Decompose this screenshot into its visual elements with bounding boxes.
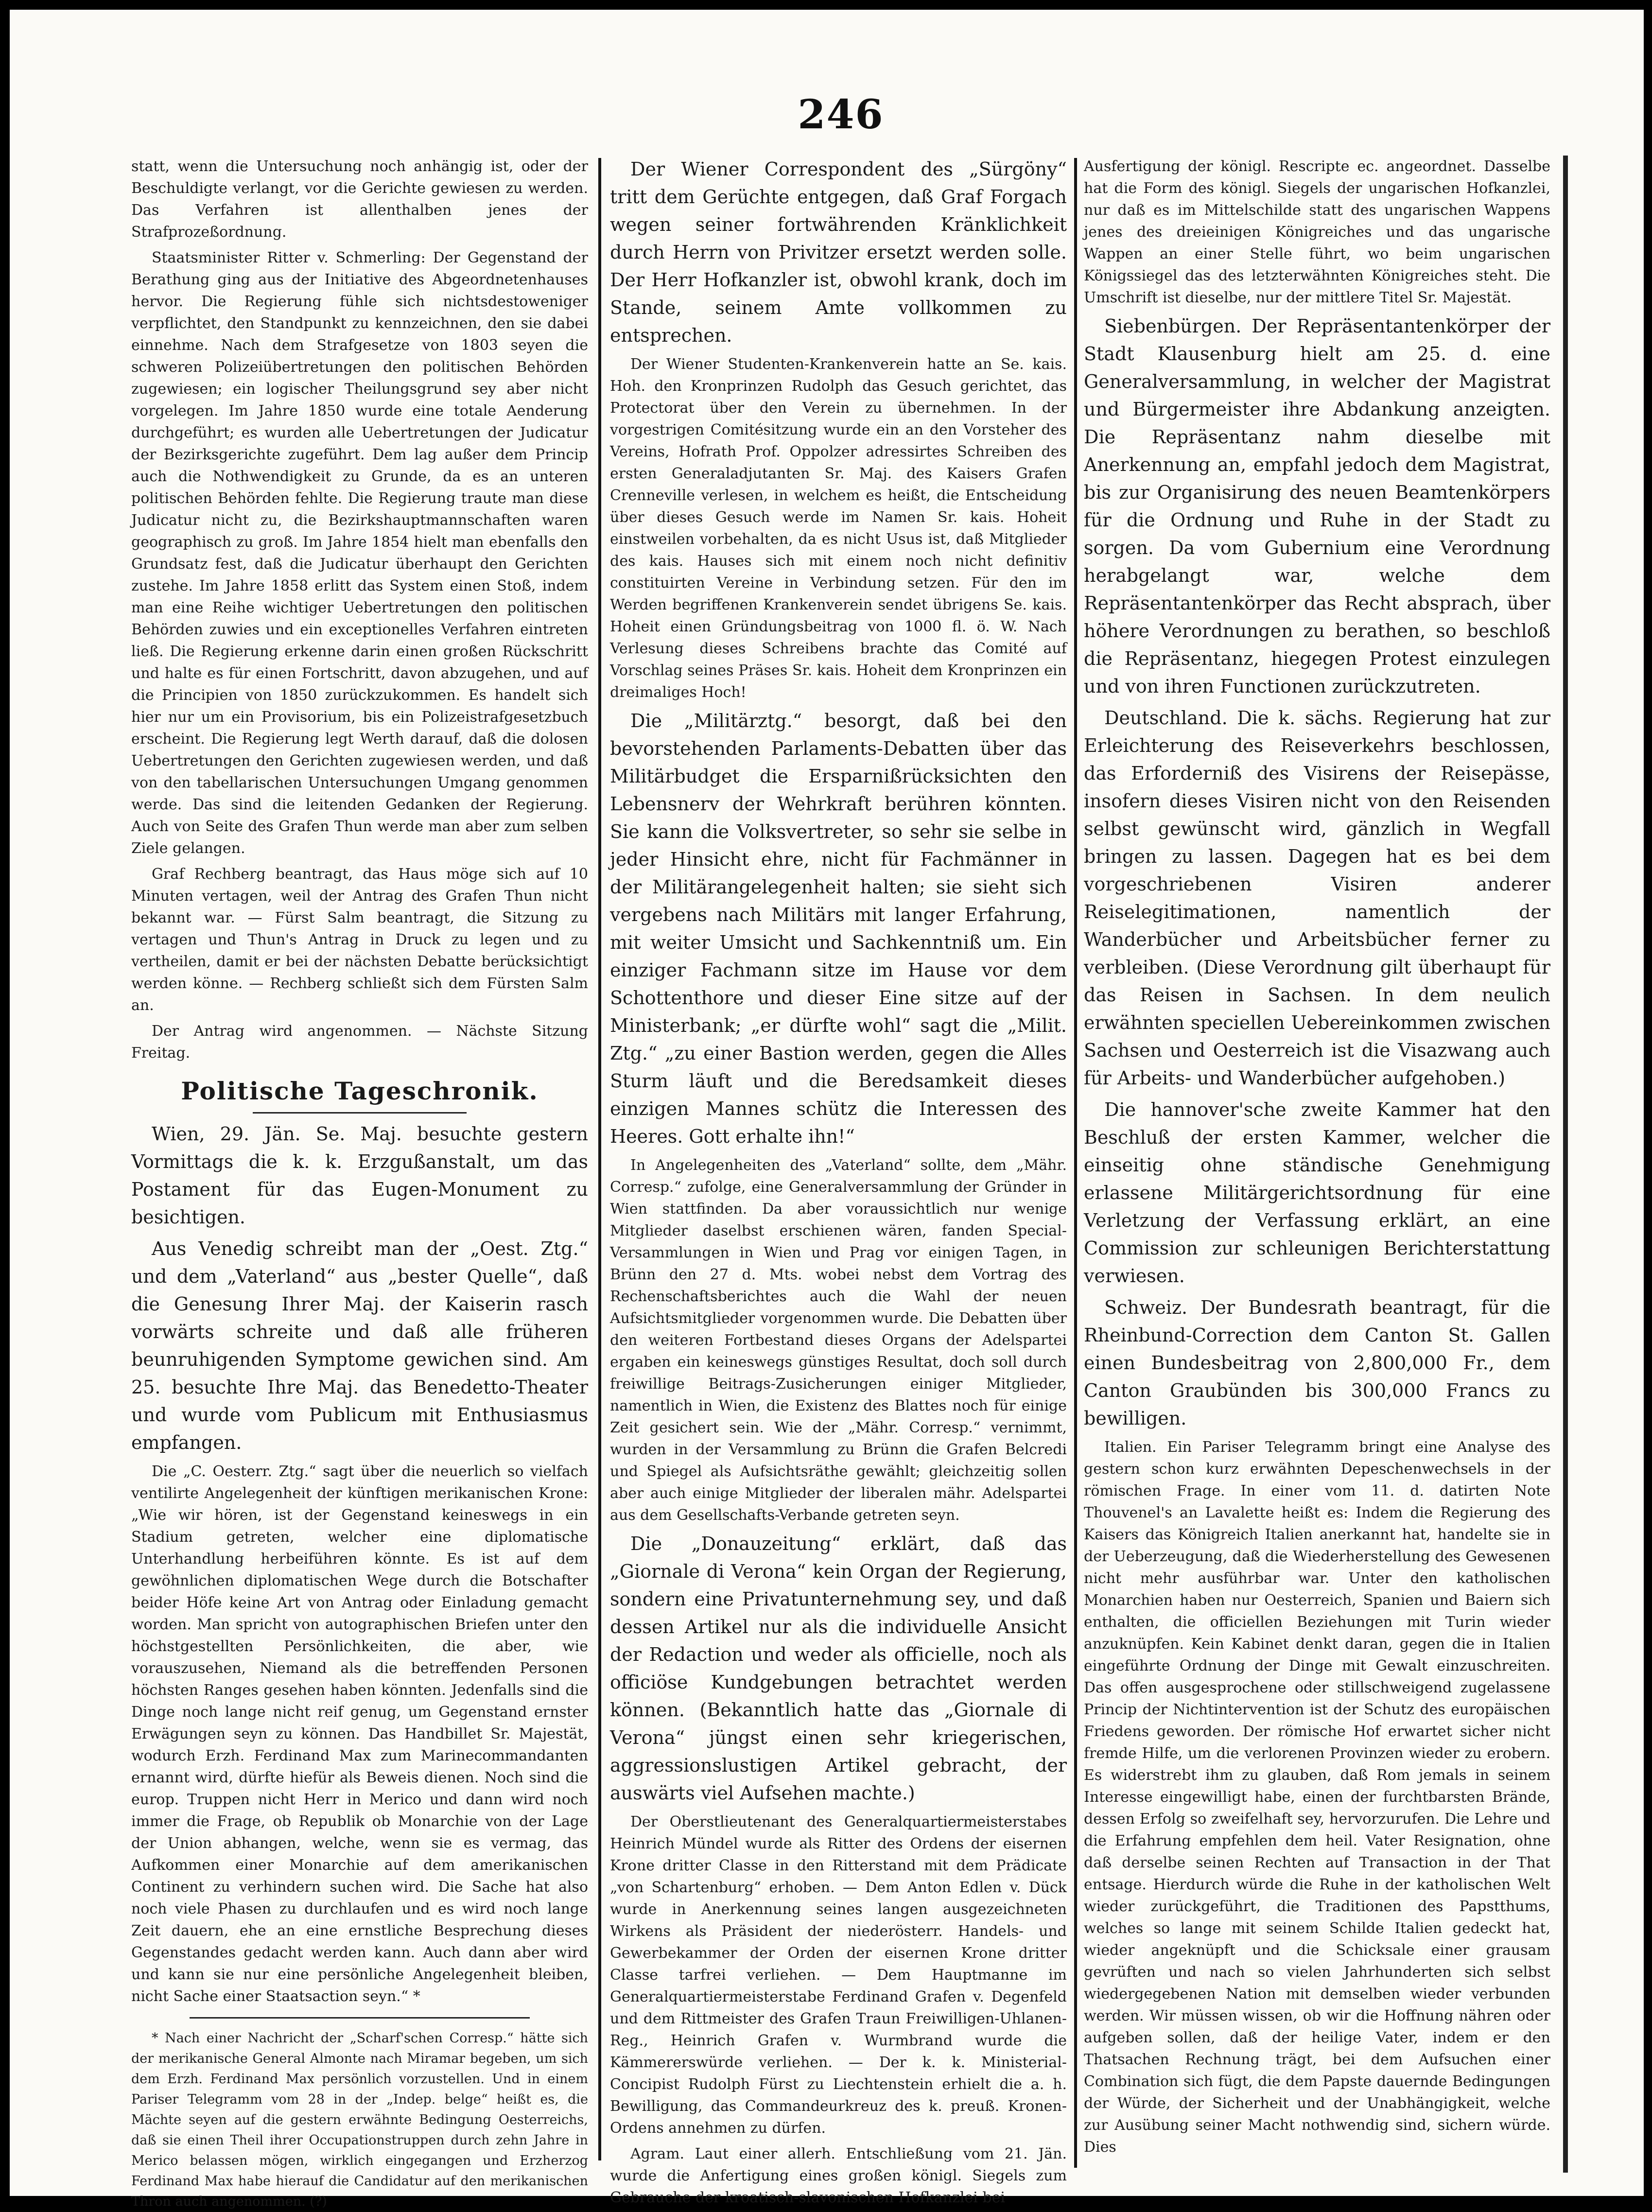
column-divider xyxy=(1074,158,1077,2168)
column-left xyxy=(131,156,588,2209)
paragraph: Die hannover'sche zweite Kammer hat den Beschluß der ersten Kammer, welcher die einseitig ohne ständische Genehmigung erlassene Militärgerichtsordnung für eine Verletzung der Verfassung erklärt, an eine Commission zur schleunigen Berichterstattung verwiesen. xyxy=(1084,1099,1550,1287)
paragraph: Schweiz. Der Bundesrath beantragt, für die Rheinbund-Correction dem Canton St. Gallen einen Bundesbeitrag von 2,800,000 Fr., dem Canton Graubünden bis 300,000 Francs zu bewilligen. xyxy=(1084,1297,1550,1429)
paragraph: Deutschland. Die k. sächs. Regierung hat zur Erleichterung des Reiseverkehrs beschlossen, das Erforderniß des Visirens der Reisepässe, insofern dieses Visiren nicht von den Reisenden selbst gewünscht wird, gänzlich in Wegfall bringen zu lassen. Dagegen hat es bei dem vorgeschriebenen Visiren anderer Reiselegitimationen, namentlich der Wanderbücher und Arbeitsbücher ferner zu verbleiben. (Diese Verordnung gilt überhaupt für das Reisen in Sachsen. In dem neulich erwähnten speciellen Uebereinkommen zwischen Sachsen und Oesterreich ist die Visazwang auch für Arbeits- und Wanderbücher aufgehoben.) xyxy=(1084,707,1550,1089)
column-middle xyxy=(610,156,1067,2206)
page-number: 246 xyxy=(798,91,884,138)
section-heading: Politische Tageschronik. xyxy=(181,1077,539,1105)
paragraph: Der Antrag wird angenommen. — Nächste Sitzung Freitag. xyxy=(131,1023,588,1062)
paragraph: Der Oberstlieutenant des Generalquartiermeisterstabes Heinrich Mündel wurde als Ritter des Ordens der eisernen Krone dritter Classe in den Ritterstand mit dem Prädicate „von Schartenburg“ erhoben. — Dem Anton Edlen v. Dück wurde in Anerkennung seines langen ausgezeichneten Wirkens als Präsident der niederösterr. Handels- und Gewerbekammer der Orden der eisernen Krone dritter Classe tarfrei verliehen. — Dem Hauptmanne im Generalquartiermeisterstabe Ferdinand Grafen v. Degenfeld und dem Rittmeister des Grafen Traun Freiwilligen-Uhlanen-Reg., Heinrich Grafen v. Wurmbrand wurde die Kämmererswürde verliehen. — Der k. k. Ministerial-Concipist Rudolph Fürst zu Liechtenstein erhielt die a. h. Bewilligung, das Commandeurkreuz des k. preuß. Kronen-Ordens annehmen zu dürfen. xyxy=(610,1813,1067,2137)
newspaper-page xyxy=(10,10,1644,2209)
paragraph: Staatsminister Ritter v. Schmerling: Der Gegenstand der Berathung ging aus der Initiative des Abgeordnetenhauses hervor. Die Regierung fühle sich nichtsdestoweniger verpflichtet, den Standpunkt zu kennzeichnen, den sie dabei einnehme. Nach dem Strafgesetze von 1803 seyen die schweren Polizeiübertretungen den politischen Behörden zugewiesen; ein logischer Theilungsgrund sey aber nicht vorgelegen. Im Jahre 1850 wurde eine totale Aenderung durchgeführt; es wurden alle Uebertretungen der Judicatur der Bezirksgerichte zugeführt. Dem lag außer dem Princip auch die Nothwendigkeit zu Grunde, da es an unteren politischen Behörden fehlte. Die Regierung traute man diese Judicatur nicht zu, die Bezirkshauptmannschaften waren geographisch zu groß. Im Jahre 1854 hielt man ebenfalls den Grundsatz fest, daß die Judicatur überhaupt den Gerichten zustehe. Im Jahre 1858 erlitt das System einen Stoß, indem man eine Reihe wichtiger Uebertretungen den politischen Behörden zuwies und ein exceptionelles Verfahren eintreten ließ. Die Regierung erkenne darin einen großen Rückschritt und halte es für einen Fortschritt, davon abzugehen, und auf die Principien von 1850 zurückzukommen. Es handelt sich hier nur um ein Provisorium, bis ein Polizeistrafgesetzbuch erscheint. Die Regierung legt Werth darauf, daß die dolosen Uebertretungen den Gerichten zugewiesen werden, und daß von den tabellarischen Untersuchungen Umgang genommen werde. Das sind die leitenden Gedanken der Regierung. Auch von Seite des Grafen Thun werde man aber zum selben Ziele gelangen. xyxy=(131,249,588,857)
paragraph: Die „Militärztg.“ besorgt, daß bei den bevorstehenden Parlaments-Debatten über das Militärbudget die Ersparnißrücksichten den Lebensnerv der Wehrkraft berühren könnten. Sie kann die Volksvertreter, so sehr sie selbe in jeder Hinsicht ehre, nicht für Fachmänner in der Militärangelegenheit halten; sie sieht sich vergebens nach Militärs mit langer Erfahrung, mit weiter Umsicht und Sachkenntniß um. Ein einziger Fachmann sitze im Hause vor dem Schottenthore und dieser Eine sitze auf der Ministerbank; „er dürfte wohl“ sagt die „Milit. Ztg.“ „zu einer Bastion werden, gegen die Alles Sturm läuft und die Beredsamkeit dieses einzigen Mannes schütz die Interessen des Heeres. Gott erhalte ihn!“ xyxy=(610,710,1067,1147)
page-border xyxy=(1563,156,1568,2173)
paragraph: In Angelegenheiten des „Vaterland“ sollte, dem „Mähr. Corresp.“ zufolge, eine Generalversammlung der Gründer in Wien stattfinden. Da aber voraussichtlich nur wenige Mitglieder daselbst erschienen wären, fanden Special-Versammlungen in Wien und Prag vor einigen Tagen, in Brünn den 27 d. Mts. wobei nebst dem Vortrag des Rechenschaftsberichtes auch die Wahl der neuen Aufsichtsmitglieder vorgenommen wurde. Die Debatten über den weiteren Fortbestand dieses Organs der Adelspartei ergaben ein keineswegs günstiges Resultat, doch soll durch freiwillige Beitrags-Zusicherungen einiger Mitglieder, namentlich in Wien, die Existenz des Blattes noch für einige Zeit gesichert sein. Wie der „Mähr. Corresp.“ vernimmt, wurden in der Versammlung zu Brünn die Grafen Belcredi und Spiegel als Aufsichtsräthe gewählt; gleichzeitig sollen aber auch einige Mitglieder der liberalen mähr. Adelspartei aus dem Gesellschafts-Verbande getreten seyn. xyxy=(610,1157,1067,1524)
paragraph: Die „C. Oesterr. Ztg.“ sagt über die neuerlich so vielfach ventilirte Angelegenheit der künftigen merikanischen Krone: „Wie wir hören, ist der Gegenstand keineswegs in ein Stadium getreten, welcher eine diplomatische Unterhandlung herbeiführen könnte. Es ist auf dem gewöhnlichen diplomatischen Wege durch die Botschafter beider Höfe keine Art von Antrag oder Einladung gemacht worden. Man spricht von autographischen Briefen unter den höchstgestellten Persönlichkeiten, die aber, wie vorauszusehen, Niemand als die betreffenden Personen höchsten Ranges gesehen haben könnten. Jedenfalls sind die Dinge noch lange nicht reif genug, um Gegenstand ernster Erwägungen seyn zu können. Das Handbillet Sr. Majestät, wodurch Erzh. Ferdinand Max zum Marinecommandanten ernannt wird, dürfte hiefür als Beweis dienen. Noch sind die europ. Truppen nicht Herr in Merico und dann wird noch immer die Frage, ob Republik ob Monarchie von der Lage der Union abhangen, welche, wenn sie es vermag, das Aufkommen einer Monarchie auf dem amerikanischen Continent zu verhindern suchen wird. Die Sache hat also noch viele Phasen zu durchlaufen und es wird noch lange Zeit dauern, ehe an eine ernstliche Besprechung dieses Gegenstandes gedacht werden kann. Auch dann aber wird und kann sie nur eine persönliche Angelegenheit bleiben, nicht Sache einer Staatsaction seyn.“ * xyxy=(131,1463,588,2005)
paragraph: Die „Donauzeitung“ erklärt, daß das „Giornale di Verona“ kein Organ der Regierung, sondern eine Privatunternehmung sey, und daß dessen Artikel nur als die individuelle Ansicht der Redaction und weder als officielle, noch als officiöse Kundgebungen betrachtet werden können. (Bekanntlich hatte das „Giornale di Verona“ jüngst einen sehr kriegerischen, aggressionslustigen Artikel gebracht, der auswärts viel Aufsehen machte.) xyxy=(610,1533,1067,1804)
paragraph: Siebenbürgen. Der Repräsentantenkörper der Stadt Klausenburg hielt am 25. d. eine Generalversammlung, in welcher der Magistrat und Bürgermeister ihre Abdankung anzeigten. Die Repräsentanz nahm dieselbe mit Anerkennung an, empfahl jedoch dem Magistrat, bis zur Organisirung des neuen Beamtenkörpers für die Ordnung und Ruhe in der Stadt zu sorgen. Da vom Gubernium eine Verordnung herabgelangt war, welche dem Repräsentantenkörper das Recht absprach, über höhere Verordnungen zu berathen, so beschloß die Repräsentanz, hiegegen Protest einzulegen und von ihren Functionen zurückzutreten. xyxy=(1084,315,1550,697)
paragraph: Der Wiener Studenten-Krankenverein hatte an Se. kais. Hoh. den Kronprinzen Rudolph das Gesuch gerichtet, das Protectorat über den Verein zu übernehmen. In der vorgestrigen Comitésitzung wurde ein an den Vorsteher des Vereins, Hofrath Prof. Oppolzer adressirtes Schreiben des ersten Generaladjutanten Sr. Maj. des Kaisers Grafen Crenneville verlesen, in welchem es heißt, die Entscheidung über dieses Gesuch werde im Namen Sr. kais. Hoheit einstweilen vorbehalten, da es nicht Usus ist, daß Mitglieder des kais. Hauses sich mit einem noch nicht definitiv constituirten Vereine in Verbindung setzen. Für den im Werden begriffenen Krankenverein sendet übrigens Se. kais. Hoheit einen Gründungsbeitrag von 1000 fl. ö. W. Nach Verlesung dieses Schreibens brachte das Comité auf Vorschlag seines Präses Sr. kais. Hoheit dem Kronprinzen ein dreimaliges Hoch! xyxy=(610,356,1067,701)
column-right xyxy=(1084,156,1550,2168)
paragraph: Italien. Ein Pariser Telegramm bringt eine Analyse des gestern schon kurz erwähnten Depeschenwechsels in der römischen Frage. In einer vom 11. d. datirten Note Thouvenel's an Lavalette heißt es: Indem die Regierung des Kaisers das Königreich Italien anerkannt hat, handelte sie in der Ueberzeugung, daß die Wiederherstellung des Gewesenen nicht mehr ausführbar war. Unter den katholischen Monarchien haben nur Oesterreich, Spanien und Baiern sich enthalten, die officiellen Beziehungen mit Turin wieder anzuknüpfen. Kein Kabinet denkt daran, gegen die in Italien eingeführte Ordnung der Dinge mit Gewalt einzuschreiten. Das offen ausgesprochene oder stillschweigend zugelassene Princip der Nichtintervention ist der Schutz des europäischen Friedens geworden. Der römische Hof erwartet sicher nicht fremde Hilfe, um die verlorenen Provinzen wieder zu erobern. Es widerstrebt ihm zu glauben, daß Rom jemals in seinem Interesse eingewilligt habe, einen der furchtbarsten Brände, dessen Erfolg so zweifelhaft sey, hervorzurufen. Die Lehre und die Erfahrung empfehlen dem heil. Vater Resignation, ohne daß derselbe seinen Rechten auf Transaction in der That entsage. Hierdurch würde die Ruhe in der katholischen Welt wieder zurückgeführt, die Traditionen des Papstthums, welches so lange mit seinem Schilde Italien gedeckt hat, wieder angeknüpft und die Schicksale einer grausam gevrüften und nach so vielen Jahrhunderten sich selbst wiedergegebenen Nation mit demselben wieder verbunden werden. Wir müssen wissen, ob wir die Hoffnung nähren oder aufgeben sollen, daß der heilige Vater, indem er den Thatsachen Rechnung trägt, bei dem Aufsuchen einer Combination sich fügt, die dem Papste dauernde Bedingungen der Würde, der Sicherheit und der Unabhängigkeit, welche zur Ausübung seiner Macht nothwendig sind, sichern würde. Dies xyxy=(1084,1439,1550,2156)
paragraph: Wien, 29. Jän. Se. Maj. besuchte gestern Vormittags die k. k. Erzgußanstalt, um das Postament für das Eugen-Monument zu besichtigen. xyxy=(131,1123,588,1228)
paragraph: Der Wiener Correspondent des „Sürgöny“ tritt dem Gerüchte entgegen, daß Graf Forgach wegen seiner fortwährenden Kränklichkeit durch Herrn von Privitzer ersetzt werden solle. Der Herr Hofkanzler ist, obwohl krank, doch im Stande, seinem Amte vollkommen zu entsprechen. xyxy=(610,158,1067,346)
column-divider xyxy=(598,158,601,2160)
paragraph: statt, wenn die Untersuchung noch anhängig ist, oder der Beschuldigte verlangt, vor die Gerichte gewiesen zu werden. Das Verfahren ist allenthalben jenes der Strafprozeßordnung. xyxy=(131,158,588,241)
divider xyxy=(190,2017,530,2019)
paragraph: Ausfertigung der königl. Rescripte ec. angeordnet. Dasselbe hat die Form des königl. Siegels der ungarischen Hofkanzlei, nur daß es im Mittelschilde statt des ungarischen Wappens jenes des dreieinigen Königreiches und das ungarische Wappen an einer Stelle führt, wo beim ungarischen Königssiegel das des letzterwähnten Königreiches steht. Die Umschrift ist dieselbe, nur der mittlere Titel Sr. Majestät. xyxy=(1084,158,1550,306)
footnote: * Nach einer Nachricht der „Scharf'schen Corresp.“ hätte sich der merikanische General Almonte nach Miramar begeben, um sich dem Erzh. Ferdinand Max persönlich vorzustellen. Und in einem Pariser Telegramm vom 28 in der „Indep. belge“ heißt es, die Mächte seyen auf die gestern erwähnte Bedingung Oesterreichs, daß sie einen Theil ihrer Occupationstruppen durch zehn Jahre in Merico belassen mögen, wirklich eingegangen und Erzherzog Ferdinand Max habe hierauf die Candidatur auf den merikanischen Thron auch angenommen. (?) xyxy=(131,2031,588,2209)
paragraph: Graf Rechberg beantragt, das Haus möge sich auf 10 Minuten vertagen, weil der Antrag des Grafen Thun nicht bekannt war. — Fürst Salm beantragt, die Sitzung zu vertagen und Thun's Antrag in Druck zu legen und zu vertheilen, damit er bei der nächsten Debatte berücksichtigt werden könne. — Rechberg schließt sich dem Fürsten Salm an. xyxy=(131,866,588,1014)
paragraph: Aus Venedig schreibt man der „Oest. Ztg.“ und dem „Vaterland“ aus „bester Quelle“, daß die Genesung Ihrer Maj. der Kaiserin rasch vorwärts schreite und daß alle früheren beunruhigenden Symptome gewichen sind. Am 25. besuchte Ihre Maj. das Benedetto-Theater und wurde vom Publicum mit Enthusiasmus empfangen. xyxy=(131,1238,588,1453)
paragraph: Agram. Laut einer allerh. Entschließung vom 21. Jän. wurde die Anfertigung eines großen königl. Siegels zum Gebrauche der kroatisch-slavonischen Hofkanzlei bei xyxy=(610,2145,1067,2206)
divider xyxy=(253,1112,467,1114)
